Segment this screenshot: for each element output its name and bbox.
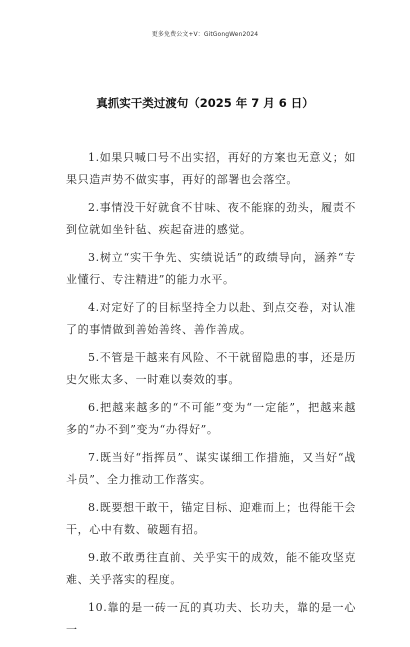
list-item: 9.敢不敢勇往直前、关乎实干的成效，能不能攻坚克难、关乎落实的程度。 xyxy=(66,551,356,586)
list-item: 6.把越来越多的“不可能”变为“一定能”，把越来越多的“办不到”变为“办得好”。 xyxy=(66,401,356,436)
list-item: 8.既要想干敢干，锚定目标、迎难而上；也得能干会干，心中有数、破题有招。 xyxy=(66,501,356,536)
item-list xyxy=(66,147,356,647)
list-item: 3.树立“实干争先、实绩说话”的政绩导向，涵养“专业懂行、专注精进”的能力水平。 xyxy=(66,251,356,286)
list-item: 5.不管是干越来有风险、不干就留隐患的事，还是历史欠账太多、一时难以奏效的事。 xyxy=(66,351,356,386)
list-item: 2.事情没干好就食不甘味、夜不能寐的劲头，履责不到位就如坐针毡、疾起奋进的感觉。 xyxy=(66,201,356,236)
list-item: 10.靠的是一砖一瓦的真功夫、长功夫，靠的是一心一 xyxy=(66,601,356,636)
list-item: 7.既当好“指挥员”、谋实谋细工作措施，又当好“战斗员”、全力推动工作落实。 xyxy=(66,451,356,486)
list-item: 4.对定好了的目标坚持全力以赴、到点交卷，对认准了的事情做到善始善终、善作善成。 xyxy=(66,301,356,336)
list-item: 1.如果只喊口号不出实招，再好的方案也无意义；如果只造声势不做实事，再好的部署也会落空。 xyxy=(66,151,356,186)
page-title: 真抓实干类过渡句（2025 年 7 月 6 日） xyxy=(96,96,314,110)
header-note: 更多免费公文+V：GitGongWen2024 xyxy=(151,31,259,38)
